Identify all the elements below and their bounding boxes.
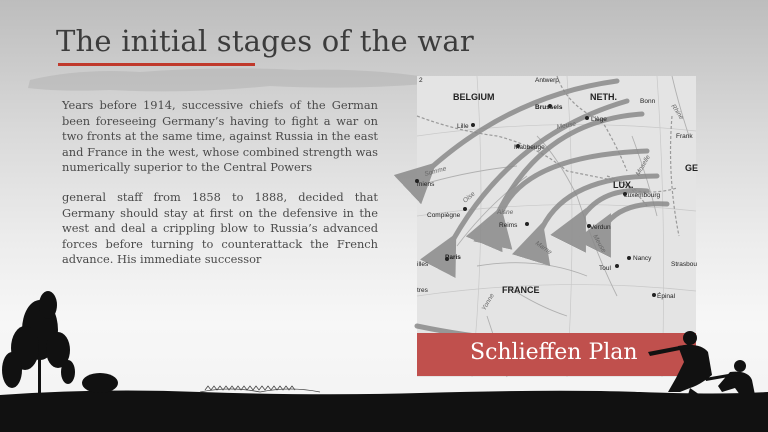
- map-label-france: FRANCE: [502, 285, 540, 295]
- map-city-paris: Paris: [445, 254, 461, 261]
- map-city-verdun: Verdun: [590, 224, 611, 231]
- map-river-somme: Somme: [423, 165, 448, 178]
- map-city-strasbourg: Strasbou: [671, 261, 698, 268]
- map-city-luxembourg: Luxembourg: [624, 192, 661, 199]
- map-city-compiegne: Compiègne: [427, 212, 461, 219]
- map-river-oise: Oise: [461, 190, 477, 205]
- map-label-belgium: BELGIUM: [453, 92, 495, 102]
- map-river-meuse-north: Meuse: [556, 120, 577, 131]
- map-river-aisne: Aisne: [497, 209, 514, 216]
- map-city-lille: Lille: [457, 123, 469, 130]
- map-city-epinal: Épinal: [657, 293, 676, 300]
- map-river-meuse-south: Meuse: [591, 233, 608, 254]
- map-city-maubeuge: Maubeuge: [514, 144, 545, 151]
- map-city-toul: Toul: [599, 265, 611, 272]
- map-label-neth: NETH.: [590, 92, 617, 102]
- map-river-rhine: Rhine: [669, 103, 685, 122]
- map-city-bonn: Bonn: [640, 98, 656, 105]
- body-paragraph-2: general staff from 1858 to 1888, decided that Germany should stay at first on the defensive in the west and deal a crippling blow to Russia’s advanced forces before turning to counterattack the French advance. His immediate successor: [62, 190, 378, 266]
- map-river-moselle: Moselle: [634, 154, 652, 177]
- map-river-yonne: Yonne: [480, 292, 496, 312]
- map-city-liege: Liège: [591, 116, 607, 123]
- map-caption: Schlieffen Plan: [470, 340, 638, 365]
- map-city-amiens: miens: [417, 181, 435, 188]
- map-corner-number: 2: [419, 77, 423, 84]
- map-city-antwerp: Antwerp: [535, 77, 559, 84]
- tree-silhouette: [2, 291, 118, 395]
- map-city-reims: Reims: [499, 222, 518, 229]
- map-river-marne: Marne: [533, 239, 553, 257]
- map-city-chartres: tres: [417, 287, 428, 294]
- map-city-brussels: Brussels: [535, 104, 563, 111]
- map-city-frank: Frank: [676, 133, 693, 140]
- barbed-wire: [200, 386, 320, 392]
- page-title: The initial stages of the war: [56, 24, 474, 58]
- map-city-versailles: illes: [417, 261, 429, 268]
- map-label-ge: GE: [685, 163, 699, 173]
- soldiers-silhouette: [648, 331, 755, 395]
- map-city-nancy: Nancy: [633, 255, 652, 262]
- body-paragraph-1: Years before 1914, successive chiefs of the German been foreseeing Germany’s having to fight a war on two fronts at the same time, against Russia in the east and France in the west, whose combined strength was numerically superior to the Central Powers: [62, 98, 378, 174]
- map-label-lux: LUX.: [613, 180, 634, 190]
